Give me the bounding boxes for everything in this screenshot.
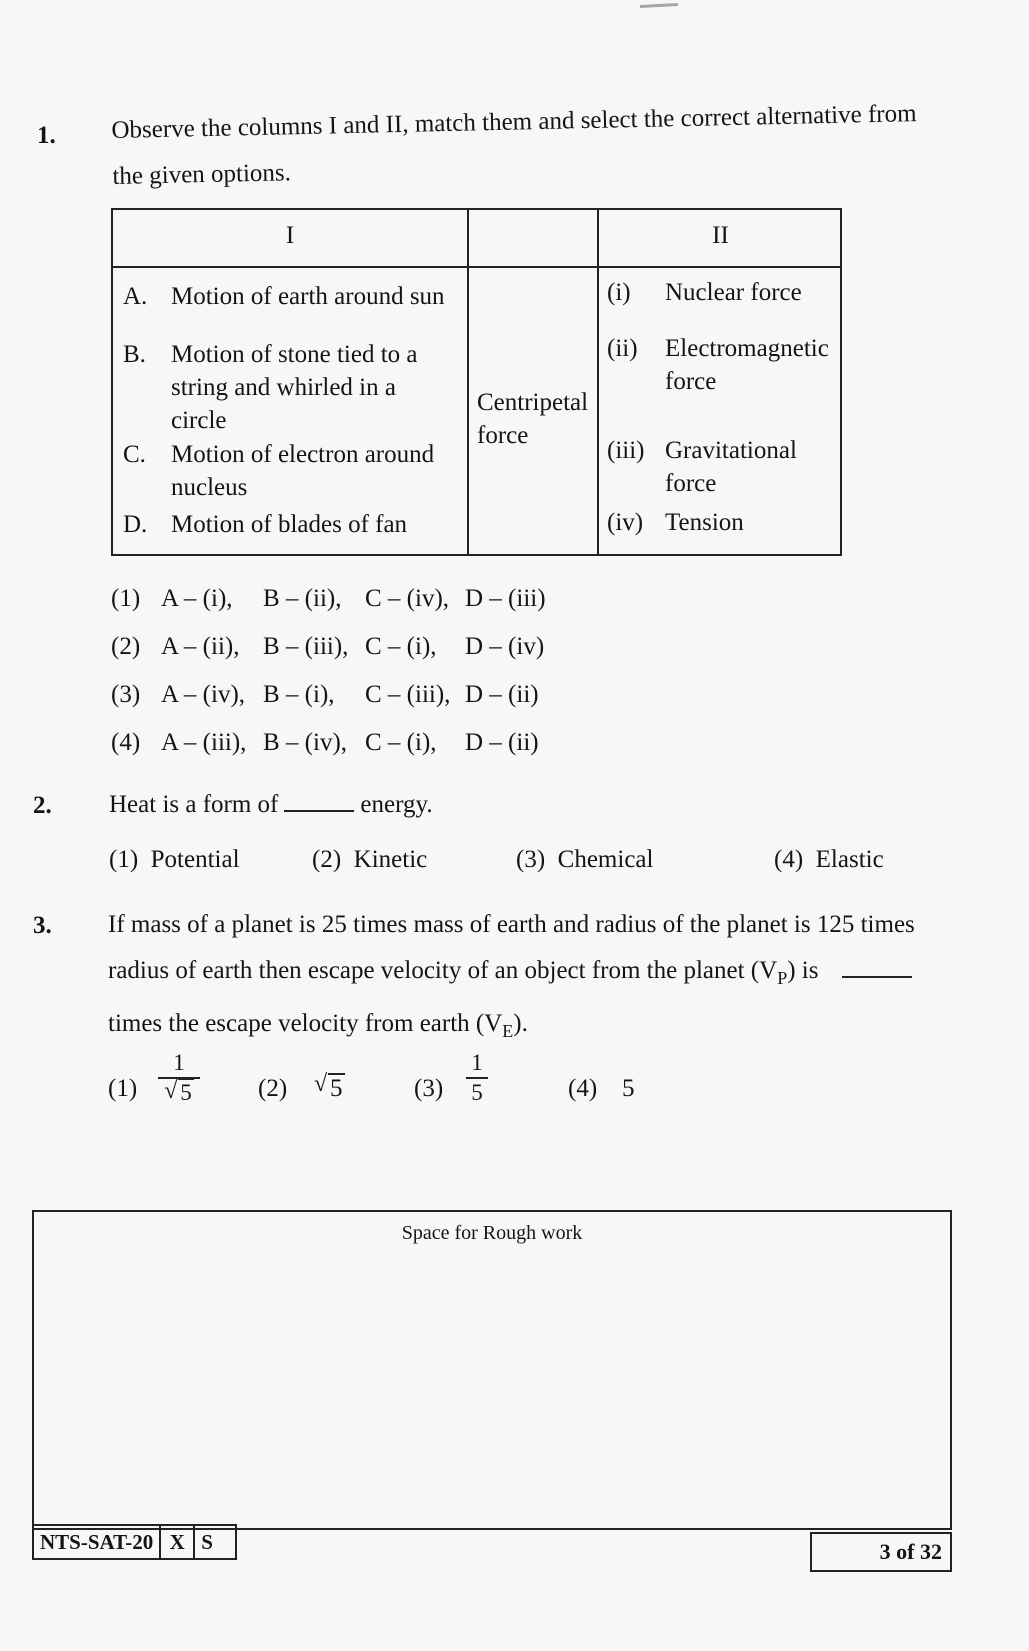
q3-text [108,902,918,1054]
q2-option-3[interactable]: (3) Chemical [516,846,654,873]
q1-number: 1. [37,122,56,149]
left-item-d: D. Motion of blades of fan [123,511,408,538]
rough-work-box [32,1210,952,1530]
q2-option-1[interactable]: (1) Potential [109,846,240,873]
q3-number: 3. [33,912,52,939]
footer-code-x: X [161,1526,195,1558]
q1-text-line1: Observe the columns I and II, match them and select the correct alternative from [111,100,917,144]
q1-text [111,91,918,200]
q1-text-line2: the given options. [112,159,292,190]
q1-options: (1) A – (i), B – (ii), C – (iv), D – (iii) (2) A – (ii), B – (iii), C – (i), D – (iv) (3) A – (iv), B – (i), C – (iii), D – (ii) (4) A – (iii), B – (iv), C – (i), D – (ii) [111,585,546,756]
footer-code-box [32,1524,237,1560]
stray-mark [640,3,678,8]
q2-text: Heat is a form of energy. [109,782,433,828]
q3-line2: radius of earth then escape velocity of an object from the planet $(V_P)$ is [108,948,918,1001]
q3-option-2[interactable]: (2) √ 5 [258,1071,343,1102]
q3-option-1-fraction: 1 √ 5 [158,1050,200,1106]
q2-options [109,846,909,878]
left-item-b: B. Motion of stone tied to a string and whirled in a circle [123,341,418,434]
left-item-c: C. Motion of electron around nucleus [123,441,435,501]
q2-option-2[interactable]: (2) Kinetic [312,846,428,873]
q3-option-3-fraction: 1 5 [466,1050,488,1106]
q2-blank [284,788,354,812]
left-item-a: A. Motion of earth around sun [123,283,445,310]
q2-option-4[interactable]: (4) Elastic [774,846,884,873]
q3-line1: If mass of a planet is 25 times mass of earth and radius of the planet is 125 times [108,911,915,938]
right-item-iii: (iii) Gravitational force [607,437,797,497]
q3-line3: times the escape velocity from earth $(V_E)$. [108,1010,528,1041]
q3-blank [842,954,912,978]
right-item-i: (i) Nuclear force [607,279,802,306]
q3-option-1-number[interactable]: (1) [108,1075,138,1102]
page-number: 3 of 32 [810,1532,952,1572]
rough-work-title: Space for Rough work [401,1222,583,1244]
q3-option-4[interactable]: (4) 5 [568,1075,635,1102]
right-item-iv: (iv) Tension [607,509,744,536]
footer-code: NTS-SAT-20 [34,1526,161,1558]
right-item-ii: (ii) Electromagnetic force [607,335,829,395]
match-table [111,208,842,556]
q2-number: 2. [33,792,52,819]
footer-code-s: S [201,1530,213,1554]
middle-centripetal-force: Centripetal force [477,389,589,449]
col1-header: I [285,222,295,249]
q3-option-3-number[interactable]: (3) [414,1075,444,1102]
col3-header: II [712,222,729,249]
